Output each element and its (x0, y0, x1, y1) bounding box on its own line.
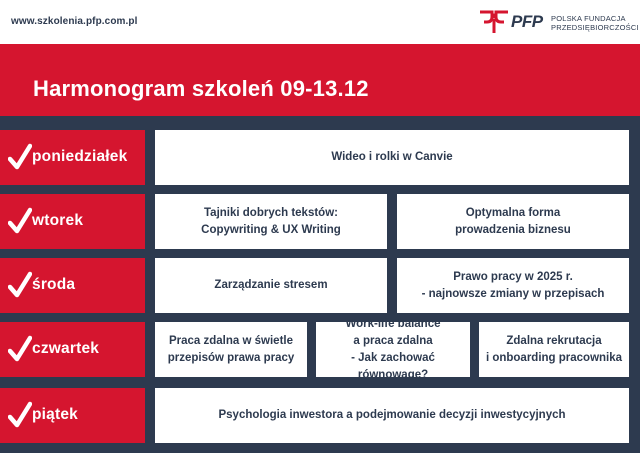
top-bar (0, 0, 640, 44)
session-cell[interactable] (397, 194, 629, 249)
session-title: Wideo i rolki w Canvie (331, 151, 453, 163)
check-icon (8, 401, 32, 429)
session-cell[interactable] (155, 194, 387, 249)
logo-mark: PFP (511, 12, 543, 31)
day-monday (0, 130, 145, 185)
check-icon (8, 143, 32, 171)
check-icon (8, 335, 32, 363)
pfp-logo-icon (478, 9, 510, 35)
day-label: poniedziałek (32, 148, 128, 165)
session-cell[interactable] (479, 322, 629, 377)
session-cell[interactable] (155, 322, 307, 377)
day-label: czwartek (32, 340, 100, 357)
session-title: Work-life balance a praca zdalna - Jak zachować równowagę? (345, 317, 441, 381)
check-icon (8, 271, 32, 299)
day-friday (0, 388, 145, 443)
check-icon (8, 207, 32, 235)
session-title: Tajniki dobrych tekstów: Copywriting & UX Writing (201, 206, 341, 236)
page-title: Harmonogram szkoleń 09-13.12 (33, 76, 369, 101)
session-title: Psychologia inwestora a podejmowanie decyzji inwestycyjnych (218, 409, 566, 421)
day-tuesday (0, 194, 145, 249)
session-title: Zarządzanie stresem (214, 279, 328, 291)
day-label: piątek (32, 406, 78, 423)
session-cell[interactable] (155, 258, 387, 313)
website-url[interactable]: www.szkolenia.pfp.com.pl (11, 16, 138, 27)
day-label: środa (32, 276, 76, 293)
logo-line-1: POLSKA FUNDACJA (551, 14, 626, 23)
day-label: wtorek (32, 212, 84, 229)
session-cell[interactable] (316, 317, 470, 381)
session-title: Prawo pracy w 2025 r. - najnowsze zmiany w przepisach (421, 270, 605, 300)
session-title: Optymalna forma prowadzenia biznesu (455, 206, 571, 236)
session-title: Praca zdalna w świetle przepisów prawa pracy (167, 334, 295, 364)
logo-line-2: PRZEDSIĘBIORCZOŚCI (551, 23, 639, 32)
day-wednesday (0, 258, 145, 313)
session-cell[interactable] (155, 130, 629, 185)
session-cell[interactable] (155, 388, 629, 443)
session-title: Zdalna rekrutacja i onboarding pracownika (485, 334, 623, 364)
day-thursday (0, 322, 145, 377)
session-cell[interactable] (397, 258, 629, 313)
